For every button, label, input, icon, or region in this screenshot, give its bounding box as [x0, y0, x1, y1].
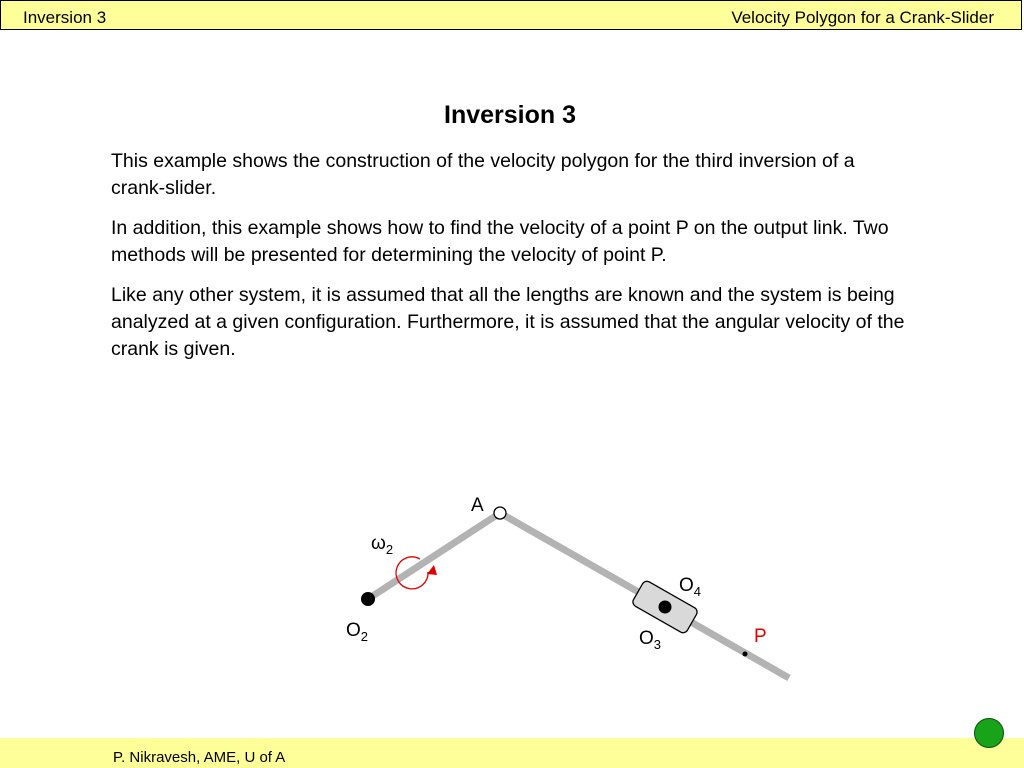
label-omega: $\omega_2$	[371, 533, 394, 557]
label-p: P	[754, 626, 767, 647]
slide-title: Inversion 3	[444, 101, 576, 129]
joint-a	[494, 507, 506, 519]
header-right-title: Velocity Polygon for a Crank-Slider	[731, 8, 994, 27]
label-o2: $O_2$	[346, 620, 369, 644]
label-o4: $O_4$	[679, 575, 702, 599]
paragraph-1: This example shows the construction of the velocity polygon for the third inversion of a crank-slider.	[111, 150, 855, 199]
omega-arrowhead-icon	[427, 565, 437, 575]
footer-bar	[0, 738, 1024, 768]
next-slide-button[interactable]	[974, 718, 1004, 748]
pivot-o2	[361, 592, 375, 606]
pivot-o4	[659, 601, 672, 614]
paragraph-3: Like any other system, it is assumed that all the lengths are known and the system is being analyzed at a given configuration. Furthermore, it is assumed that the angular velocity of the crank is given.	[111, 284, 905, 360]
paragraph-2: In addition, this example shows how to find the velocity of a point P on the output link. Two methods will be presented for determining the velocity of point P.	[111, 217, 889, 266]
point-p	[743, 652, 748, 657]
label-o3: $O_3$	[639, 628, 662, 652]
label-a: A	[471, 495, 484, 516]
header-left-title: Inversion 3	[23, 8, 107, 27]
footer-credit: P. Nikravesh, AME, U of A	[113, 749, 286, 766]
